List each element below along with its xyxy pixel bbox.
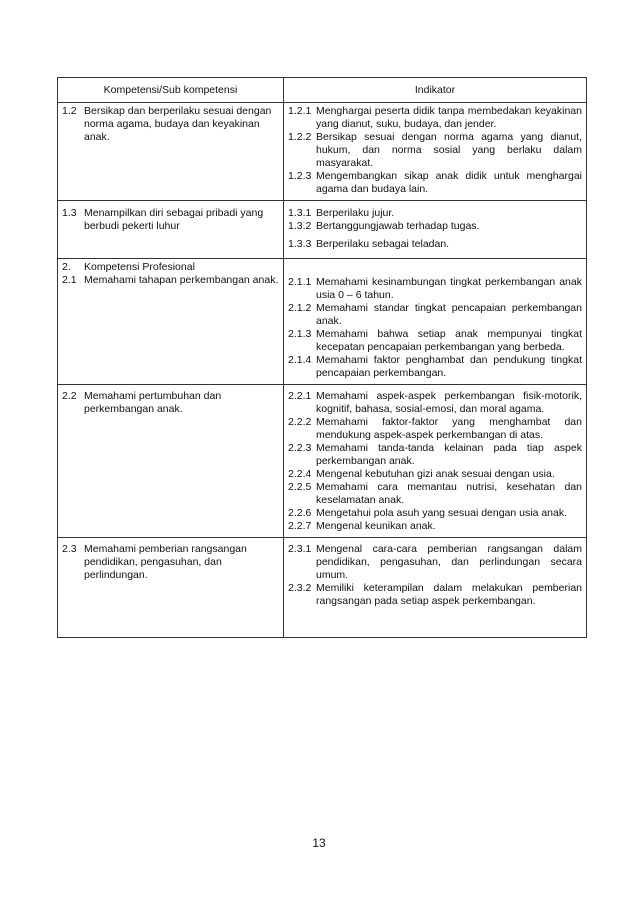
indicator-text: Mengenal keunikan anak. xyxy=(316,520,436,532)
indicator-number: 2.1.2 xyxy=(288,302,312,314)
section-title: Kompetensi Profesional xyxy=(84,261,195,273)
competency-text: Memahami pertumbuhan dan perkembangan anak. xyxy=(84,390,222,415)
indicator-number: 2.1.1 xyxy=(288,276,312,288)
indicator-number: 2.2.5 xyxy=(288,481,312,493)
indicator-number: 2.2.6 xyxy=(288,507,312,519)
indicator-text: Memahami faktor penghambat dan pendukung tingkat pencapaian perkembangan. xyxy=(316,354,582,379)
competency-text: Memahami pemberian rangsangan pendidikan, pengasuhan, dan perlindungan. xyxy=(84,543,247,581)
indicator-text: Memahami faktor-faktor yang menghambat dan mendukung aspek-aspek perkembangan di atas. xyxy=(316,416,582,441)
indicator-number: 2.1.3 xyxy=(288,328,312,340)
indicator-text: Berperilaku sebagai teladan. xyxy=(316,238,450,250)
indicator-number: 2.2.3 xyxy=(288,442,312,454)
indicator-number: 2.1.4 xyxy=(288,354,312,366)
competency-text: Menampilkan diri sebagai pribadi yang berbudi pekerti luhur xyxy=(84,207,264,232)
indicator-number: 2.2.2 xyxy=(288,416,312,428)
indicator-text: Mengembangkan sikap anak didik untuk menghargai agama dan budaya lain. xyxy=(316,170,582,195)
indicator-text: Memahami cara memantau nutrisi, kesehatan dan keselamatan anak. xyxy=(316,481,582,506)
competency-number: 1.3 xyxy=(62,207,77,219)
indicator-number: 2.2.4 xyxy=(288,468,312,480)
indicator-number: 1.2.3 xyxy=(288,170,312,182)
page-number: 13 xyxy=(312,836,326,850)
competency-table xyxy=(57,77,587,638)
indicator-number: 1.2.1 xyxy=(288,105,312,117)
competency-cell xyxy=(58,538,284,638)
table-row xyxy=(58,259,587,385)
header-competency: Kompetensi/Sub kompetensi xyxy=(58,78,284,103)
indicator-text: Memahami kesinambungan tingkat perkembangan anak usia 0 – 6 tahun. xyxy=(316,276,582,301)
indicator-text: Memiliki keterampilan dalam melakukan pemberian rangsangan pada setiap aspek perkembangan. xyxy=(316,582,582,607)
indicator-text: Berperilaku jujur. xyxy=(316,207,395,219)
indicator-number: 1.3.1 xyxy=(288,207,312,219)
indicator-number: 1.3.3 xyxy=(288,238,312,250)
header-indicator: Indikator xyxy=(284,78,587,103)
indicator-text: Memahami bahwa setiap anak mempunyai tingkat kecepatan pencapaian perkembangan yang berbeda. xyxy=(316,328,582,353)
competency-cell xyxy=(58,259,284,385)
indicator-text: Memahami tanda-tanda kelainan pada tiap aspek perkembangan anak. xyxy=(316,442,582,467)
indicator-text: Mengetahui pola asuh yang sesuai dengan usia anak. xyxy=(316,507,568,519)
competency-cell xyxy=(58,103,284,201)
table-header-row xyxy=(58,78,587,103)
indicator-number: 2.3.1 xyxy=(288,543,312,555)
indicator-number: 1.2.2 xyxy=(288,131,312,143)
competency-text: Bersikap dan berperilaku sesuai dengan norma agama, budaya dan keyakinan anak. xyxy=(84,105,272,143)
competency-number: 2.1 xyxy=(62,274,77,286)
indicator-cell xyxy=(284,103,587,201)
indicator-text: Mengenal cara-cara pemberian rangsangan dalam pendidikan, pengasuhan, dan perlindungan secara umum. xyxy=(316,543,582,581)
competency-text: Memahami tahapan perkembangan anak. xyxy=(84,274,279,286)
competency-number: 1.2 xyxy=(62,105,77,117)
indicator-number: 1.3.2 xyxy=(288,220,312,232)
indicator-cell xyxy=(284,538,587,638)
table-row xyxy=(58,103,587,201)
indicator-text: Memahami aspek-aspek perkembangan fisik-motorik, kognitif, bahasa, sosial-emosi, dan moral agama. xyxy=(316,390,582,415)
indicator-cell xyxy=(284,201,587,259)
competency-cell xyxy=(58,201,284,259)
competency-cell xyxy=(58,385,284,538)
competency-number: 2.3 xyxy=(62,543,77,555)
indicator-number: 2.3.2 xyxy=(288,582,312,594)
indicator-text: Menghargai peserta didik tanpa membedakan keyakinan yang dianut, suku, budaya, dan jender. xyxy=(316,105,582,130)
competency-number: 2.2 xyxy=(62,390,77,402)
indicator-number: 2.2.1 xyxy=(288,390,312,402)
section-number: 2. xyxy=(62,261,71,273)
indicator-cell xyxy=(284,385,587,538)
indicator-text: Mengenal kebutuhan gizi anak sesuai dengan usia. xyxy=(316,468,555,480)
indicator-text: Bertanggungjawab terhadap tugas. xyxy=(316,220,480,232)
table-row xyxy=(58,201,587,259)
indicator-text: Bersikap sesuai dengan norma agama yang dianut, hukum, dan norma sosial yang berlaku dalam masyarakat. xyxy=(316,131,582,169)
indicator-cell xyxy=(284,259,587,385)
table-row xyxy=(58,538,587,638)
indicator-text: Memahami standar tingkat pencapaian perkembangan anak. xyxy=(316,302,582,327)
table-row xyxy=(58,385,587,538)
indicator-number: 2.2.7 xyxy=(288,520,312,532)
